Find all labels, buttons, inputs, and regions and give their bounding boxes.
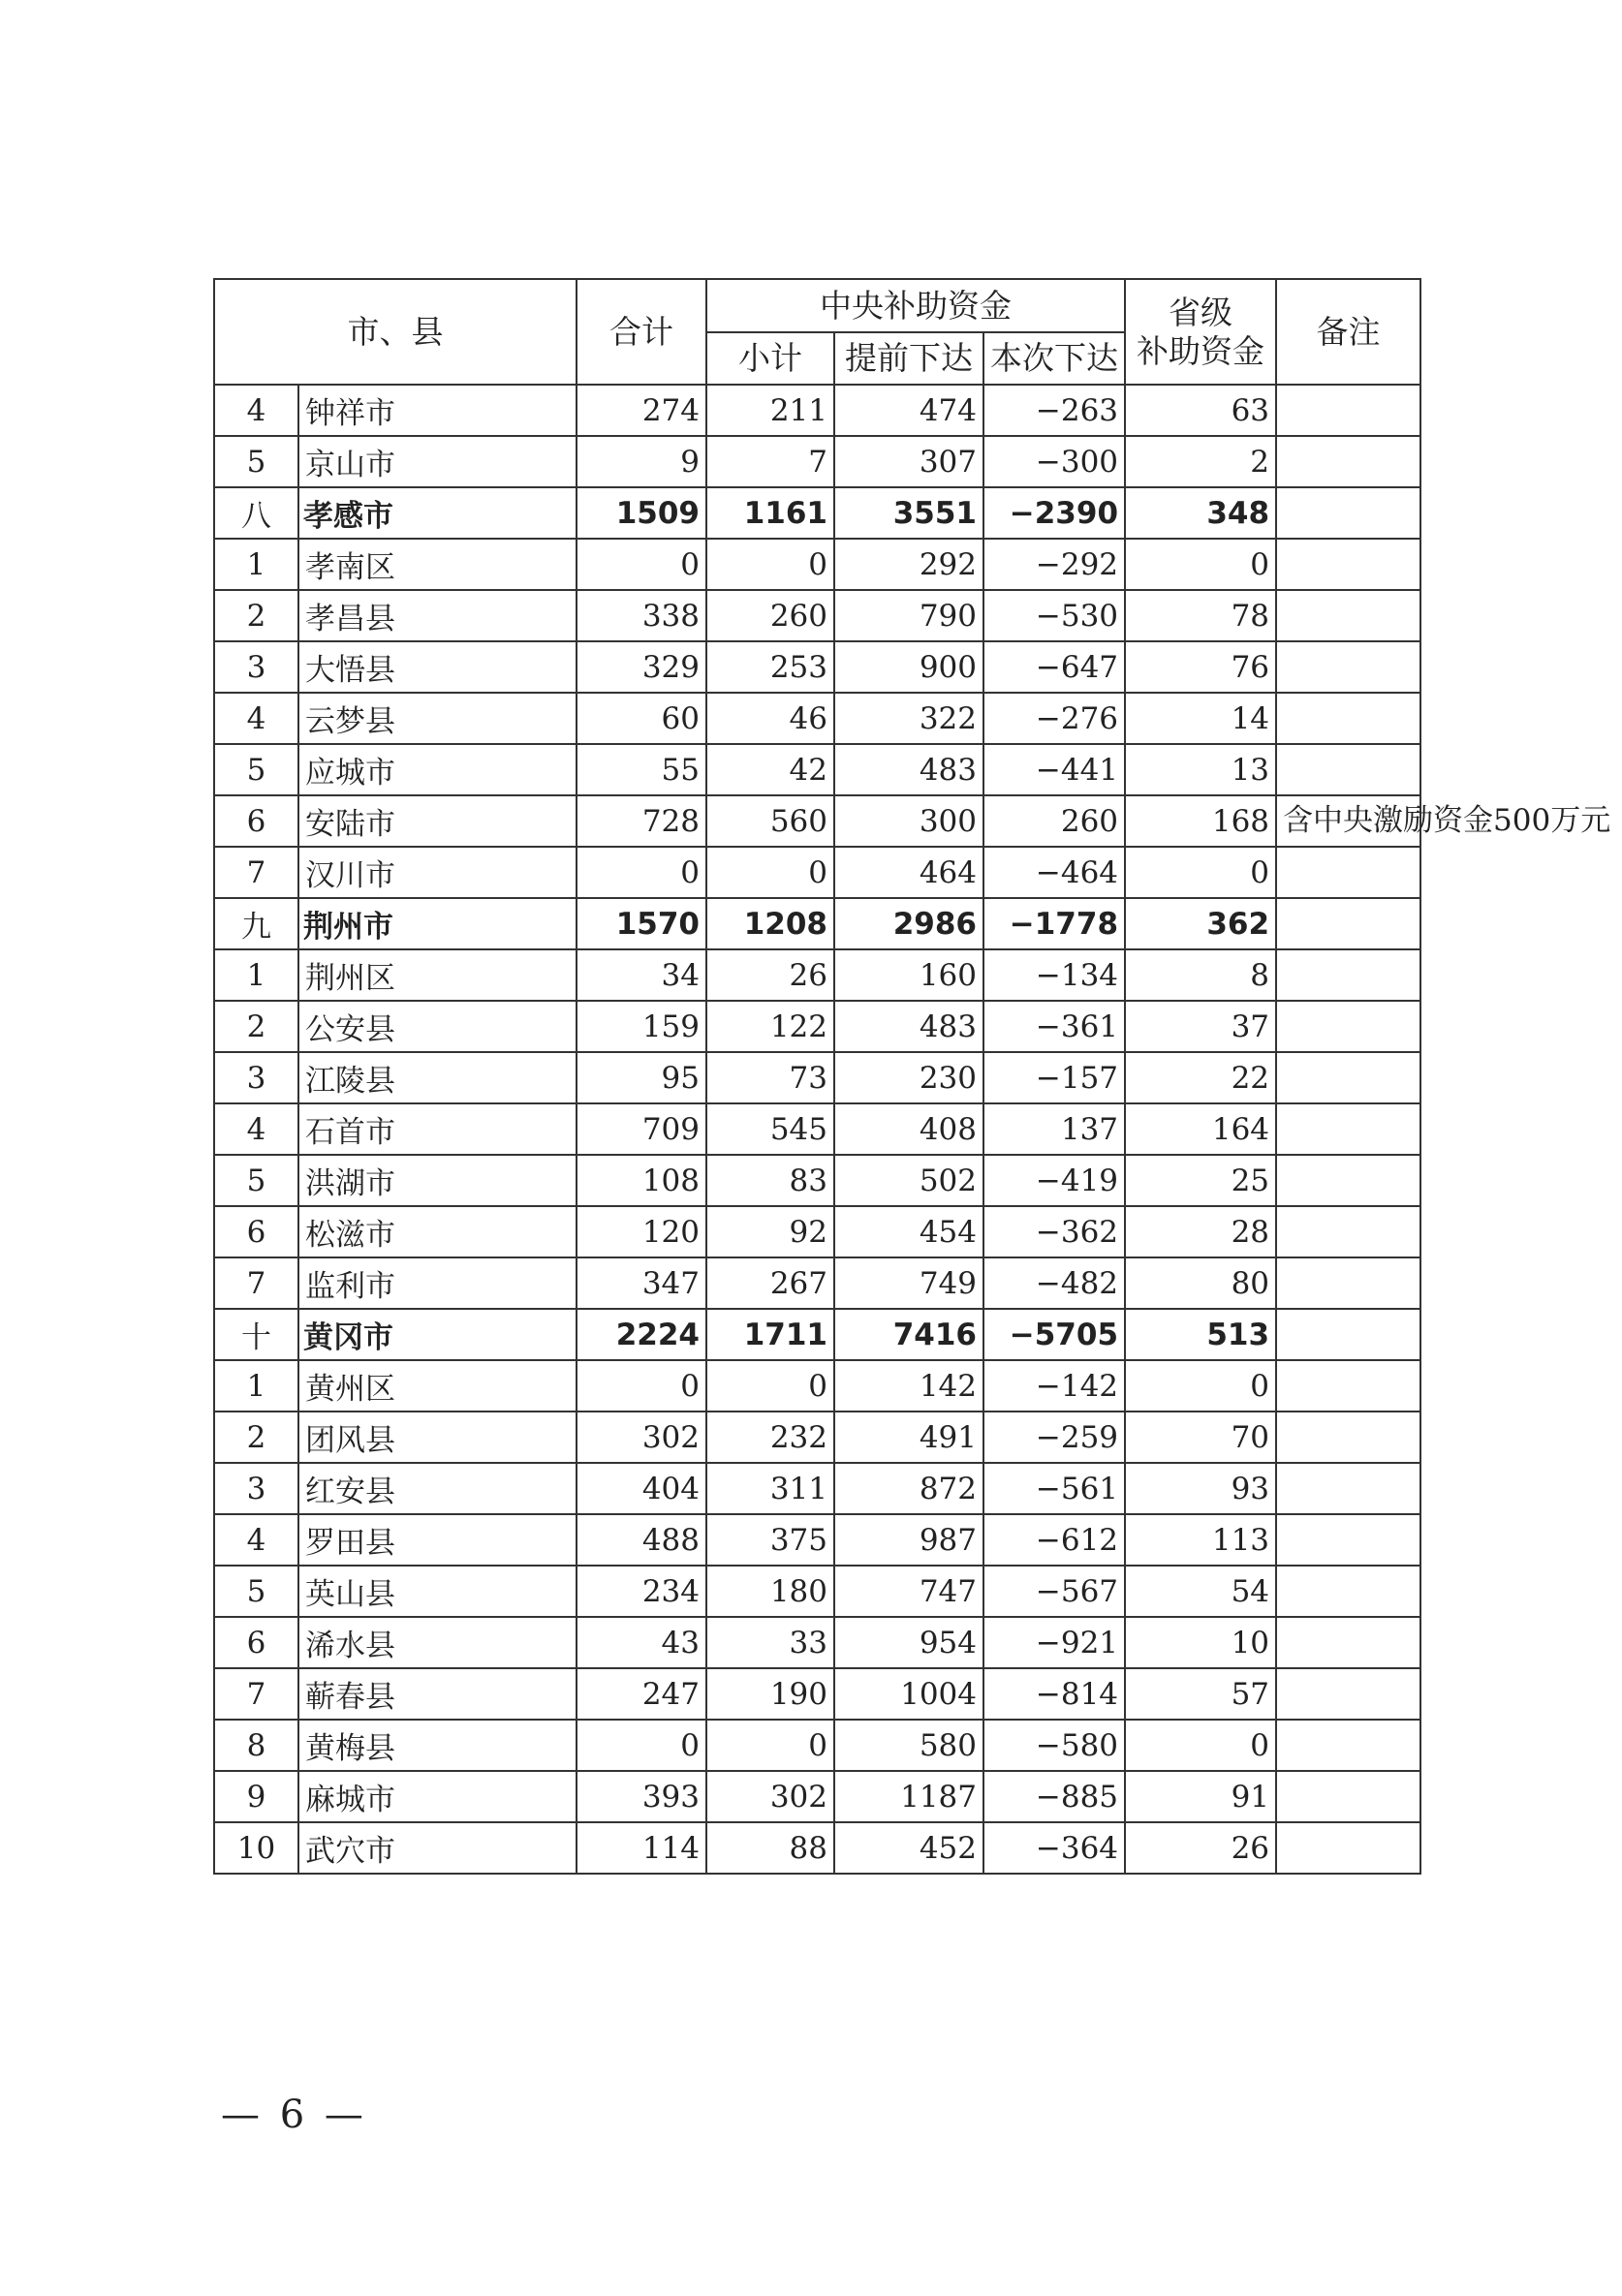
cell-subtotal: 83 xyxy=(706,1155,834,1206)
cell-this-time: −885 xyxy=(983,1771,1125,1822)
cell-advance: 230 xyxy=(834,1052,983,1103)
cell-remarks xyxy=(1276,1771,1420,1822)
cell-subtotal: 26 xyxy=(706,949,834,1001)
header-total: 合计 xyxy=(577,279,706,385)
table-row xyxy=(214,436,1420,487)
cell-advance: 292 xyxy=(834,539,983,590)
cell-remarks xyxy=(1276,590,1420,641)
cell-provincial: 25 xyxy=(1125,1155,1276,1206)
row-name: 钟祥市 xyxy=(298,385,577,436)
cell-total: 1509 xyxy=(577,487,706,539)
cell-total: 404 xyxy=(577,1463,706,1514)
row-index: 4 xyxy=(214,385,298,436)
cell-provincial: 0 xyxy=(1125,539,1276,590)
table-row xyxy=(214,1566,1420,1617)
cell-provincial: 8 xyxy=(1125,949,1276,1001)
cell-subtotal: 0 xyxy=(706,847,834,898)
cell-this-time: −276 xyxy=(983,693,1125,744)
table-row xyxy=(214,1412,1420,1463)
cell-provincial: 2 xyxy=(1125,436,1276,487)
table-row xyxy=(214,847,1420,898)
row-name: 汉川市 xyxy=(298,847,577,898)
table-row xyxy=(214,385,1420,436)
cell-remarks xyxy=(1276,1103,1420,1155)
cell-total: 247 xyxy=(577,1668,706,1720)
row-name: 江陵县 xyxy=(298,1052,577,1103)
cell-provincial: 70 xyxy=(1125,1412,1276,1463)
row-index: 八 xyxy=(214,487,298,539)
cell-total: 2224 xyxy=(577,1309,706,1360)
cell-remarks xyxy=(1276,487,1420,539)
cell-this-time: −612 xyxy=(983,1514,1125,1566)
cell-remarks xyxy=(1276,1257,1420,1309)
cell-total: 709 xyxy=(577,1103,706,1155)
table-row xyxy=(214,1720,1420,1771)
cell-advance: 160 xyxy=(834,949,983,1001)
cell-advance: 7416 xyxy=(834,1309,983,1360)
row-name: 浠水县 xyxy=(298,1617,577,1668)
cell-subtotal: 46 xyxy=(706,693,834,744)
cell-this-time: −300 xyxy=(983,436,1125,487)
cell-total: 95 xyxy=(577,1052,706,1103)
cell-remarks xyxy=(1276,539,1420,590)
table-row xyxy=(214,1668,1420,1720)
cell-remarks xyxy=(1276,436,1420,487)
cell-remarks xyxy=(1276,1052,1420,1103)
row-index: 1 xyxy=(214,539,298,590)
cell-total: 302 xyxy=(577,1412,706,1463)
cell-remarks xyxy=(1276,1463,1420,1514)
cell-remarks: 含中央激励资金500万元 xyxy=(1276,795,1420,847)
row-name: 洪湖市 xyxy=(298,1155,577,1206)
cell-provincial: 164 xyxy=(1125,1103,1276,1155)
cell-provincial: 0 xyxy=(1125,1360,1276,1412)
cell-subtotal: 88 xyxy=(706,1822,834,1874)
row-name: 石首市 xyxy=(298,1103,577,1155)
cell-remarks xyxy=(1276,744,1420,795)
row-name: 红安县 xyxy=(298,1463,577,1514)
cell-provincial: 26 xyxy=(1125,1822,1276,1874)
cell-subtotal: 1161 xyxy=(706,487,834,539)
cell-this-time: −561 xyxy=(983,1463,1125,1514)
row-index: 6 xyxy=(214,1617,298,1668)
cell-subtotal: 73 xyxy=(706,1052,834,1103)
row-index: 7 xyxy=(214,847,298,898)
row-name: 京山市 xyxy=(298,436,577,487)
row-name: 孝南区 xyxy=(298,539,577,590)
row-name: 罗田县 xyxy=(298,1514,577,1566)
row-name: 孝感市 xyxy=(298,487,577,539)
cell-total: 347 xyxy=(577,1257,706,1309)
row-index: 2 xyxy=(214,1001,298,1052)
cell-remarks xyxy=(1276,1206,1420,1257)
cell-advance: 954 xyxy=(834,1617,983,1668)
cell-remarks xyxy=(1276,1155,1420,1206)
cell-this-time: −157 xyxy=(983,1052,1125,1103)
cell-provincial: 113 xyxy=(1125,1514,1276,1566)
cell-total: 393 xyxy=(577,1771,706,1822)
cell-subtotal: 545 xyxy=(706,1103,834,1155)
cell-subtotal: 311 xyxy=(706,1463,834,1514)
row-name: 安陆市 xyxy=(298,795,577,847)
cell-provincial: 93 xyxy=(1125,1463,1276,1514)
cell-this-time: −1778 xyxy=(983,898,1125,949)
cell-subtotal: 7 xyxy=(706,436,834,487)
row-index: 5 xyxy=(214,1155,298,1206)
cell-this-time: −364 xyxy=(983,1822,1125,1874)
row-name: 武穴市 xyxy=(298,1822,577,1874)
table-row xyxy=(214,693,1420,744)
cell-advance: 491 xyxy=(834,1412,983,1463)
cell-subtotal: 42 xyxy=(706,744,834,795)
cell-this-time: −567 xyxy=(983,1566,1125,1617)
row-index: 6 xyxy=(214,795,298,847)
cell-provincial: 76 xyxy=(1125,641,1276,693)
table-row xyxy=(214,1771,1420,1822)
row-index: 4 xyxy=(214,1514,298,1566)
row-name: 云梦县 xyxy=(298,693,577,744)
city-row xyxy=(214,1309,1420,1360)
cell-this-time: −464 xyxy=(983,847,1125,898)
table-row xyxy=(214,1617,1420,1668)
cell-subtotal: 375 xyxy=(706,1514,834,1566)
cell-remarks xyxy=(1276,693,1420,744)
table-row xyxy=(214,1514,1420,1566)
cell-provincial: 0 xyxy=(1125,1720,1276,1771)
cell-subtotal: 0 xyxy=(706,1720,834,1771)
cell-this-time: −292 xyxy=(983,539,1125,590)
cell-advance: 408 xyxy=(834,1103,983,1155)
cell-provincial: 22 xyxy=(1125,1052,1276,1103)
header-this-time: 本次下达 xyxy=(983,332,1125,385)
cell-provincial: 63 xyxy=(1125,385,1276,436)
row-index: 5 xyxy=(214,744,298,795)
cell-advance: 483 xyxy=(834,1001,983,1052)
cell-remarks xyxy=(1276,385,1420,436)
cell-total: 234 xyxy=(577,1566,706,1617)
cell-total: 274 xyxy=(577,385,706,436)
page-number: — 6 — xyxy=(221,2093,367,2137)
header-remarks: 备注 xyxy=(1276,279,1420,385)
cell-total: 43 xyxy=(577,1617,706,1668)
table-body xyxy=(214,385,1611,1874)
table-row xyxy=(214,949,1420,1001)
cell-provincial: 80 xyxy=(1125,1257,1276,1309)
cell-this-time: −441 xyxy=(983,744,1125,795)
cell-provincial: 168 xyxy=(1125,795,1276,847)
table-row xyxy=(214,1155,1420,1206)
table-row xyxy=(214,795,1420,847)
cell-this-time: −263 xyxy=(983,385,1125,436)
cell-advance: 749 xyxy=(834,1257,983,1309)
cell-advance: 452 xyxy=(834,1822,983,1874)
cell-remarks xyxy=(1276,1309,1420,1360)
header-city-county: 市、县 xyxy=(214,279,577,385)
row-name: 黄冈市 xyxy=(298,1309,577,1360)
cell-advance: 3551 xyxy=(834,487,983,539)
table-row xyxy=(214,539,1420,590)
row-index: 3 xyxy=(214,1463,298,1514)
cell-remarks xyxy=(1276,1514,1420,1566)
cell-subtotal: 122 xyxy=(706,1001,834,1052)
cell-advance: 900 xyxy=(834,641,983,693)
row-index: 2 xyxy=(214,590,298,641)
row-name: 大悟县 xyxy=(298,641,577,693)
cell-this-time: −142 xyxy=(983,1360,1125,1412)
table-row xyxy=(214,1822,1420,1874)
cell-subtotal: 302 xyxy=(706,1771,834,1822)
table-row xyxy=(214,590,1420,641)
city-row xyxy=(214,898,1420,949)
row-index: 7 xyxy=(214,1257,298,1309)
row-index: 9 xyxy=(214,1771,298,1822)
cell-this-time: −361 xyxy=(983,1001,1125,1052)
cell-advance: 580 xyxy=(834,1720,983,1771)
table-row xyxy=(214,1257,1420,1309)
cell-this-time: −259 xyxy=(983,1412,1125,1463)
cell-total: 120 xyxy=(577,1206,706,1257)
row-name: 孝昌县 xyxy=(298,590,577,641)
cell-total: 159 xyxy=(577,1001,706,1052)
cell-provincial: 57 xyxy=(1125,1668,1276,1720)
row-index: 1 xyxy=(214,1360,298,1412)
cell-subtotal: 0 xyxy=(706,539,834,590)
table-row xyxy=(214,1206,1420,1257)
cell-total: 108 xyxy=(577,1155,706,1206)
cell-total: 9 xyxy=(577,436,706,487)
cell-remarks xyxy=(1276,1617,1420,1668)
cell-subtotal: 211 xyxy=(706,385,834,436)
cell-advance: 464 xyxy=(834,847,983,898)
row-name: 松滋市 xyxy=(298,1206,577,1257)
cell-provincial: 348 xyxy=(1125,487,1276,539)
cell-this-time: −134 xyxy=(983,949,1125,1001)
cell-remarks xyxy=(1276,641,1420,693)
row-index: 3 xyxy=(214,641,298,693)
cell-advance: 300 xyxy=(834,795,983,847)
cell-this-time: −647 xyxy=(983,641,1125,693)
cell-provincial: 28 xyxy=(1125,1206,1276,1257)
cell-total: 329 xyxy=(577,641,706,693)
table-row xyxy=(214,641,1420,693)
cell-advance: 747 xyxy=(834,1566,983,1617)
row-index: 十 xyxy=(214,1309,298,1360)
cell-total: 55 xyxy=(577,744,706,795)
header-advance: 提前下达 xyxy=(834,332,983,385)
row-index: 10 xyxy=(214,1822,298,1874)
cell-advance: 483 xyxy=(834,744,983,795)
subsidy-table xyxy=(213,278,1611,1875)
cell-this-time: −419 xyxy=(983,1155,1125,1206)
cell-remarks xyxy=(1276,1822,1420,1874)
cell-provincial: 13 xyxy=(1125,744,1276,795)
cell-advance: 502 xyxy=(834,1155,983,1206)
row-index: 5 xyxy=(214,1566,298,1617)
row-name: 黄梅县 xyxy=(298,1720,577,1771)
cell-advance: 142 xyxy=(834,1360,983,1412)
cell-this-time: 137 xyxy=(983,1103,1125,1155)
table-row xyxy=(214,1103,1420,1155)
table-row xyxy=(214,1052,1420,1103)
cell-total: 1570 xyxy=(577,898,706,949)
row-index: 8 xyxy=(214,1720,298,1771)
table-row xyxy=(214,1001,1420,1052)
cell-this-time: 260 xyxy=(983,795,1125,847)
row-name: 英山县 xyxy=(298,1566,577,1617)
cell-total: 728 xyxy=(577,795,706,847)
row-name: 荆州市 xyxy=(298,898,577,949)
row-name: 麻城市 xyxy=(298,1771,577,1822)
cell-subtotal: 180 xyxy=(706,1566,834,1617)
cell-total: 0 xyxy=(577,1360,706,1412)
cell-subtotal: 190 xyxy=(706,1668,834,1720)
cell-remarks xyxy=(1276,847,1420,898)
cell-provincial: 14 xyxy=(1125,693,1276,744)
cell-remarks xyxy=(1276,1566,1420,1617)
row-index: 1 xyxy=(214,949,298,1001)
table-row xyxy=(214,1360,1420,1412)
cell-advance: 474 xyxy=(834,385,983,436)
cell-subtotal: 253 xyxy=(706,641,834,693)
row-index: 九 xyxy=(214,898,298,949)
row-index: 6 xyxy=(214,1206,298,1257)
table-header xyxy=(214,279,1420,385)
cell-provincial: 362 xyxy=(1125,898,1276,949)
cell-subtotal: 267 xyxy=(706,1257,834,1309)
cell-provincial: 78 xyxy=(1125,590,1276,641)
row-name: 蕲春县 xyxy=(298,1668,577,1720)
cell-total: 338 xyxy=(577,590,706,641)
cell-advance: 790 xyxy=(834,590,983,641)
cell-provincial: 91 xyxy=(1125,1771,1276,1822)
cell-total: 60 xyxy=(577,693,706,744)
cell-advance: 322 xyxy=(834,693,983,744)
cell-this-time: −530 xyxy=(983,590,1125,641)
cell-provincial: 513 xyxy=(1125,1309,1276,1360)
cell-total: 114 xyxy=(577,1822,706,1874)
row-name: 监利市 xyxy=(298,1257,577,1309)
cell-advance: 2986 xyxy=(834,898,983,949)
header-provincial: 省级 补助资金 xyxy=(1125,279,1276,385)
cell-subtotal: 0 xyxy=(706,1360,834,1412)
cell-provincial: 37 xyxy=(1125,1001,1276,1052)
cell-advance: 872 xyxy=(834,1463,983,1514)
cell-advance: 1004 xyxy=(834,1668,983,1720)
table-row xyxy=(214,1463,1420,1514)
cell-this-time: −921 xyxy=(983,1617,1125,1668)
cell-this-time: −580 xyxy=(983,1720,1125,1771)
table-row xyxy=(214,744,1420,795)
cell-total: 0 xyxy=(577,1720,706,1771)
cell-subtotal: 1711 xyxy=(706,1309,834,1360)
cell-remarks xyxy=(1276,1360,1420,1412)
cell-this-time: −482 xyxy=(983,1257,1125,1309)
cell-subtotal: 33 xyxy=(706,1617,834,1668)
cell-this-time: −2390 xyxy=(983,487,1125,539)
cell-provincial: 10 xyxy=(1125,1617,1276,1668)
cell-remarks xyxy=(1276,898,1420,949)
row-index: 7 xyxy=(214,1668,298,1720)
row-index: 2 xyxy=(214,1412,298,1463)
cell-advance: 1187 xyxy=(834,1771,983,1822)
cell-remarks xyxy=(1276,1720,1420,1771)
cell-provincial: 0 xyxy=(1125,847,1276,898)
cell-remarks xyxy=(1276,1668,1420,1720)
cell-total: 488 xyxy=(577,1514,706,1566)
row-index: 4 xyxy=(214,1103,298,1155)
header-central-group: 中央补助资金 xyxy=(706,279,1125,332)
cell-advance: 307 xyxy=(834,436,983,487)
row-name: 公安县 xyxy=(298,1001,577,1052)
cell-remarks xyxy=(1276,949,1420,1001)
row-index: 5 xyxy=(214,436,298,487)
cell-advance: 987 xyxy=(834,1514,983,1566)
cell-provincial: 54 xyxy=(1125,1566,1276,1617)
cell-advance: 454 xyxy=(834,1206,983,1257)
row-name: 应城市 xyxy=(298,744,577,795)
cell-subtotal: 232 xyxy=(706,1412,834,1463)
cell-total: 0 xyxy=(577,539,706,590)
cell-subtotal: 92 xyxy=(706,1206,834,1257)
row-name: 荆州区 xyxy=(298,949,577,1001)
cell-subtotal: 1208 xyxy=(706,898,834,949)
cell-total: 34 xyxy=(577,949,706,1001)
cell-this-time: −5705 xyxy=(983,1309,1125,1360)
cell-subtotal: 560 xyxy=(706,795,834,847)
city-row xyxy=(214,487,1420,539)
cell-this-time: −362 xyxy=(983,1206,1125,1257)
cell-this-time: −814 xyxy=(983,1668,1125,1720)
header-subtotal: 小计 xyxy=(706,332,834,385)
cell-remarks xyxy=(1276,1412,1420,1463)
row-name: 团风县 xyxy=(298,1412,577,1463)
cell-total: 0 xyxy=(577,847,706,898)
row-index: 3 xyxy=(214,1052,298,1103)
cell-subtotal: 260 xyxy=(706,590,834,641)
cell-remarks xyxy=(1276,1001,1420,1052)
row-index: 4 xyxy=(214,693,298,744)
row-name: 黄州区 xyxy=(298,1360,577,1412)
